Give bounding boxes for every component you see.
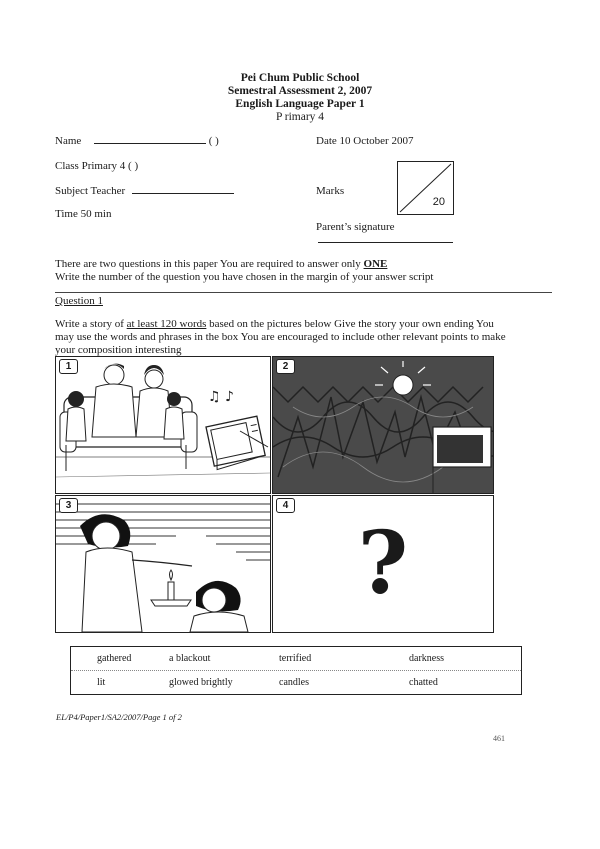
teacher-field (55, 185, 234, 198)
section-divider (55, 292, 552, 293)
panel-number-3: 3 (59, 498, 78, 513)
paper-title: English Language Paper 1 (235, 98, 365, 110)
marks-total: 20 (432, 196, 445, 208)
word-terrified: terrified (279, 653, 312, 664)
school-name: Pei Chum Public School (240, 72, 360, 84)
picture-panel-2 (272, 356, 494, 494)
marks-label: Marks (316, 185, 345, 197)
instructions (55, 258, 555, 284)
panel-number-2: 2 (276, 359, 295, 374)
question-text (55, 318, 515, 357)
question-text-emphasis: at least 120 words (126, 318, 207, 330)
word-box (70, 646, 522, 695)
teacher-blank (132, 193, 234, 194)
marks-box (397, 161, 454, 215)
time-label: Time 50 min (55, 208, 112, 220)
question-title-text: Question 1 (55, 295, 103, 307)
lighting-candles-illustration (56, 496, 270, 632)
signature-line (318, 242, 453, 243)
word-a-blackout: a blackout (169, 653, 211, 664)
instruction-emphasis: ONE (363, 258, 388, 270)
word-glowed-brightly: glowed brightly (169, 677, 233, 688)
question-text-post: based on the pictures below Give the story your own ending You may use the words and phrases in the box You are encouraged to include other relevant points to make your composition interesting (55, 318, 506, 356)
page-footer: EL/P4/Paper1/SA2/2007/Page 1 of 2 (56, 712, 182, 722)
exam-title: Semestral Assessment 2, 2007 (227, 85, 373, 97)
word-box-divider (71, 670, 521, 671)
svg-text:♫ ♪: ♫ ♪ (208, 389, 234, 405)
instruction-text: There are two questions in this paper You are required to answer only (55, 258, 364, 270)
word-lit: lit (97, 677, 106, 688)
blackout-illustration (273, 357, 493, 493)
question-text-pre: Write a story of (55, 318, 127, 330)
picture-panel-3 (55, 495, 271, 633)
question-title (55, 295, 103, 308)
name-blank (94, 143, 206, 144)
class-label: Class Primary 4 ( ) (55, 160, 139, 172)
signature-label: Parent’s signature (316, 221, 395, 233)
page-number: 461 (493, 734, 505, 743)
name-register-paren: ( ) (208, 135, 219, 147)
teacher-label: Subject Teacher (55, 185, 126, 197)
family-watching-tv-illustration (56, 357, 270, 493)
date-label: Date 10 October 2007 (316, 135, 414, 147)
name-label: Name (55, 135, 82, 147)
picture-panel-4 (272, 495, 494, 633)
question-mark-symbol: ? (357, 513, 409, 614)
word-gathered: gathered (97, 653, 132, 664)
word-candles: candles (279, 677, 309, 688)
word-chatted: chatted (409, 677, 438, 688)
name-field (55, 135, 219, 148)
level-title: P rimary 4 (275, 111, 325, 123)
word-darkness: darkness (409, 653, 444, 664)
instruction-line-1 (55, 258, 555, 271)
panel-number-1: 1 (59, 359, 78, 374)
picture-panel-1 (55, 356, 271, 494)
instruction-line-2: Write the number of the question you have chosen in the margin of your answer script (55, 271, 434, 283)
exam-header (0, 72, 600, 124)
panel-number-4: 4 (276, 498, 295, 513)
